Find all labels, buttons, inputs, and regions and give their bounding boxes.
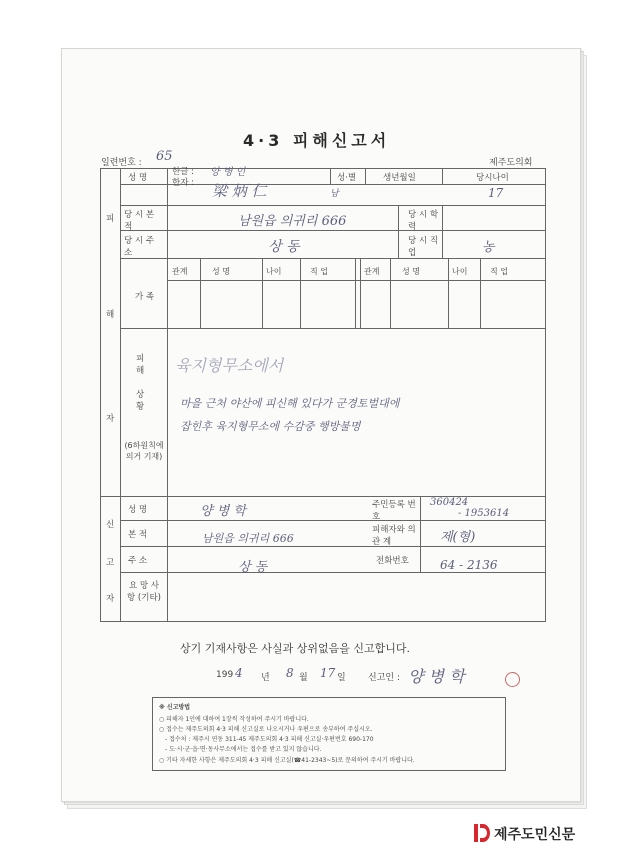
- family-col-name-2: 성 명: [402, 267, 420, 276]
- victim-side-2: 해: [106, 310, 115, 320]
- id-value-1: 360424: [430, 497, 469, 508]
- reporter-name-label: 성 명: [128, 505, 148, 515]
- education-label: 당 시 학 력: [408, 210, 439, 232]
- reporter-side-1: 신: [106, 520, 115, 530]
- occupation-label: 당 시 직 업: [408, 236, 439, 258]
- serial-label: 일련번호 :: [101, 158, 142, 168]
- filing-instructions: [152, 697, 506, 771]
- reporter-name-value: 양 병 학: [200, 504, 246, 519]
- notes-line-1: ○ 피해자 1인에 대하여 1장씩 작성하여 주시기 바랍니다.: [159, 716, 309, 723]
- declaration-year-label: 년: [261, 673, 270, 683]
- phone-label: 전화번호: [376, 556, 409, 566]
- victim-domicile-value: 남원읍 의귀리 666: [238, 214, 347, 229]
- notes-line-2: ○ 접수는 제주도의회 4·3 피해 신고실로 나오시거나 우편으로 송부하여 주십시오.: [159, 726, 373, 733]
- notes-line-4: - 도·시·군·읍·면·동사무소에서는 접수를 받고 있지 않습니다.: [165, 746, 322, 753]
- notes-line-3: - 접수처 : 제주시 연동 311-45 제주도의회 4·3 피해 신고실·우편번호 690-170: [165, 736, 374, 743]
- gender-label: 성·별: [337, 173, 357, 183]
- declaration-year-digit: 4: [235, 666, 243, 680]
- family-label: 가 족: [135, 292, 155, 302]
- declaration-reporter-label: 신고인 :: [368, 673, 400, 683]
- reporter-side-3: 자: [106, 594, 115, 604]
- reporter-domicile-value: 남원읍 의귀리 666: [202, 532, 294, 545]
- victim-address-label: 당 시 주 소: [124, 236, 155, 258]
- reporter-requests-label: 요 망 사 항 (기타): [127, 581, 161, 603]
- victim-name-label: 성 명: [128, 173, 148, 183]
- victim-domicile-label: 당 시 본 적: [124, 210, 155, 232]
- damage-note: (6하원칙에 의거 기재): [124, 441, 164, 461]
- victim-side-3: 자: [106, 414, 115, 424]
- declaration-statement: 상기 기재사항은 사실과 상위없음을 신고합니다.: [180, 642, 411, 655]
- brand-name: 제주도민신문: [494, 827, 576, 843]
- victim-name-hangul: 양 병 인: [210, 167, 246, 178]
- declaration-month: 8: [286, 666, 294, 680]
- form-title: 4·3 피해신고서: [243, 131, 391, 150]
- damage-label-1: 피 해: [136, 354, 145, 376]
- seal-stamp: [505, 672, 520, 687]
- victim-name-hanja: 梁 炳 仁: [212, 182, 267, 200]
- damage-label-2: 상 황: [136, 390, 145, 412]
- brand-mark-icon: [474, 824, 490, 842]
- notes-title: ※ 신고방법: [159, 704, 191, 711]
- family-col-relation-2: 관계: [364, 267, 380, 276]
- family-col-job-1: 직 업: [310, 267, 328, 276]
- reporter-domicile-label: 본 적: [128, 530, 148, 540]
- family-col-job-2: 직 업: [490, 267, 508, 276]
- id-label: 주민등록 번 호: [372, 500, 416, 522]
- declaration-day-label: 일: [337, 673, 346, 683]
- relation-label: 피해자와 의 관 계: [372, 525, 416, 547]
- occupation-value: 농: [482, 240, 495, 255]
- declaration-day: 17: [320, 666, 336, 680]
- reporter-address-label: 주 소: [128, 556, 148, 566]
- office-name: 제주도의회: [489, 158, 533, 168]
- reporter-address-value: 상 동: [238, 560, 268, 575]
- family-col-age-2: 나이: [452, 267, 468, 276]
- family-col-name-1: 성 명: [212, 267, 230, 276]
- id-value-2: - 1953614: [458, 508, 510, 519]
- birth-label: 생년월일: [383, 173, 416, 183]
- family-col-age-1: 나이: [266, 267, 282, 276]
- reporter-side-2: 고: [106, 558, 115, 568]
- declaration-signature: 양 병 학: [408, 667, 465, 686]
- damage-text-line-2: 잡힌후 육지형무소에 수감중 행방불명: [180, 420, 361, 433]
- declaration-month-label: 월: [299, 673, 308, 683]
- gender-value: 남: [330, 189, 339, 199]
- notes-line-5: ○ 기타 자세한 사항은 제주도의회 4·3 피해 신고실(☎41-2343~5)로 문의하여 주시기 바랍니다.: [159, 757, 415, 764]
- declaration-year-prefix: 199: [216, 670, 234, 680]
- damage-text-line-1: 마을 근처 야산에 피신해 있다가 군경토벌대에: [180, 397, 400, 410]
- phone-value: 64 - 2136: [440, 558, 498, 572]
- hanja-label: 한자 :: [172, 178, 194, 188]
- damage-text-faint: 육지형무소에서: [175, 356, 284, 375]
- hangul-label: 한글 :: [172, 167, 194, 177]
- victim-address-value: 상 동: [268, 239, 300, 255]
- serial-value: 65: [156, 149, 173, 164]
- victim-side-1: 피: [106, 214, 115, 224]
- relation-value: 제(형): [440, 530, 476, 545]
- age-label: 당시나이: [476, 173, 509, 183]
- age-value: 17: [488, 186, 504, 200]
- family-col-relation-1: 관계: [172, 267, 188, 276]
